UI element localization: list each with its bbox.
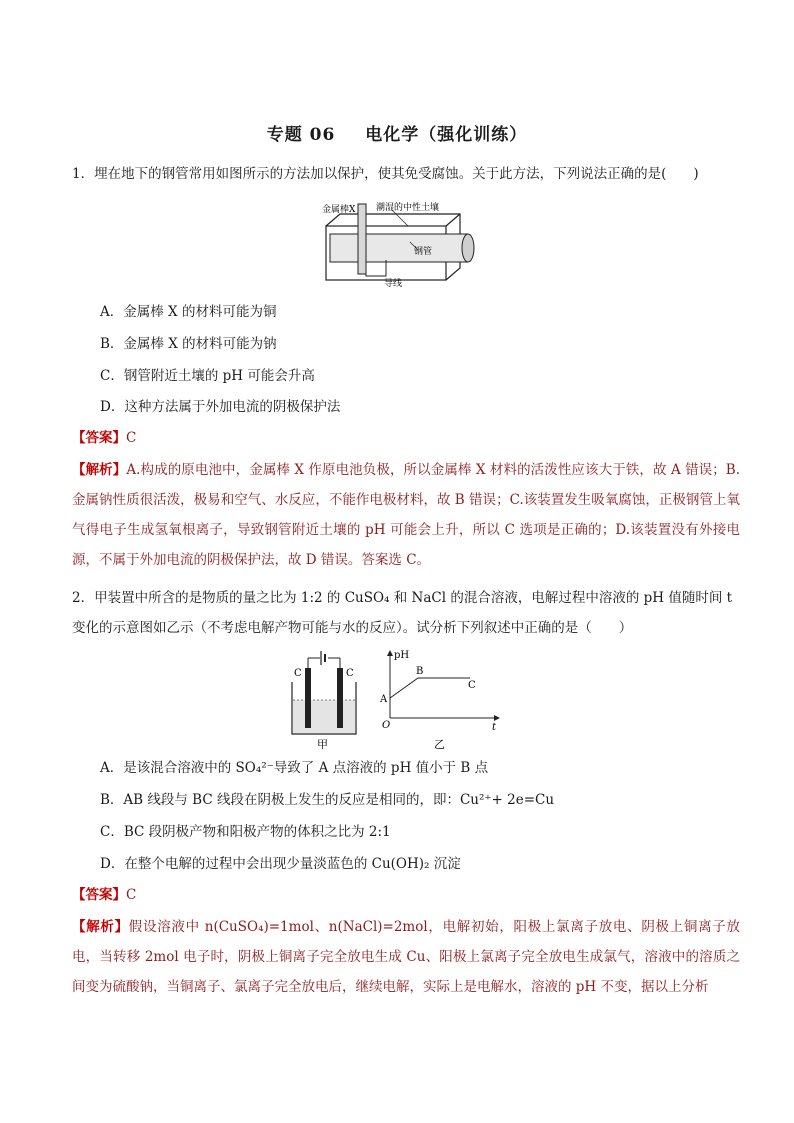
q2-stem-line2: 变化的示意图如乙示（不考虑电解产物可能与水的反应）。试分析下列叙述中正确的是（ ） xyxy=(72,620,633,636)
q1-analysis-tag: 【解析】 xyxy=(72,462,127,478)
q1-answer-tag: 【答案】 xyxy=(72,430,126,446)
q1-option-a: A．金属棒 X 的材料可能为铜 xyxy=(100,304,277,320)
title-topic: 专题 06 xyxy=(266,125,336,145)
q2-fig-label-c-right: C xyxy=(346,668,354,679)
q2-fig-label-jia: 甲 xyxy=(317,738,328,750)
q2-answer xyxy=(72,885,136,905)
title-subject: 电化学（强化训练） xyxy=(365,125,528,145)
q1-fig-label-wire: 导线 xyxy=(384,279,403,288)
q2-stem-line1: 2．甲装置中所含的是物质的量之比为 1:2 的 CuSO₄ 和 NaCl 的混合溶液，电解过程中溶液的 pH 值随时间 t xyxy=(72,590,733,606)
q1-stem: 1．埋在地下的钢管常用如图所示的方法加以保护，使其免受腐蚀。关于此方法，下列说法正确的是( ) xyxy=(72,166,699,182)
q2-option-c: C．BC 段阴极产物和阳极产物的体积之比为 2:1 xyxy=(100,824,391,840)
q2-option-b: B．AB 线段与 BC 线段在阴极上发生的反应是相同的，即：Cu²⁺+ 2e=Cu xyxy=(100,792,555,808)
q2-option-d: D．在整个电解的过程中会出现少量淡蓝色的 Cu(OH)₂ 沉淀 xyxy=(100,856,461,872)
q1-option-d: D．这种方法属于外加电流的阴极保护法 xyxy=(100,399,341,415)
q2-fig-label-t: t xyxy=(492,722,497,733)
q2-answer-tag: 【答案】 xyxy=(72,887,126,903)
q2-fig-label-yi: 乙 xyxy=(434,738,445,750)
q2-option-a: A．是该混合溶液中的 SO₄²⁻导致了 A 点溶液的 pH 值小于 B 点 xyxy=(100,760,489,776)
q2-analysis xyxy=(72,912,740,1002)
q2-analysis-text: 假设溶液中 n(CuSO₄)=1mol、n(NaCl)=2mol，电解初始，阳极上氯离子放电、阴极上铜离子放电，当转移 2mol 电子时，阴极上铜离子完全放电生成 Cu、阳极上氯离子完全放电生成氯气，溶液中的溶质之间变为硫酸钠，当铜离子、氯离子完全放电后，继续电解，实际上是电解水，溶液的 pH 不变，据以上分析 xyxy=(72,919,740,995)
q2-figure-ph-graph xyxy=(370,646,502,750)
q2-fig-label-c: C xyxy=(468,680,476,691)
q2-fig-label-c-left: C xyxy=(294,668,302,679)
q1-option-b: B．金属棒 X 的材料可能为钠 xyxy=(100,336,277,352)
q2-answer-value: C xyxy=(126,887,137,903)
q2-fig-label-a: A xyxy=(380,694,388,705)
q1-analysis xyxy=(72,455,740,575)
q1-figure-pipe xyxy=(320,196,480,288)
q1-fig-label-pipe: 钢管 xyxy=(414,247,433,257)
q1-analysis-text: A.构成的原电池中，金属棒 X 作原电池负极，所以金属棒 X 材料的活泼性应该大于铁，故 A 错误；B.金属钠性质很活泼，极易和空气、水反应，不能作电极材料，故 B 错误；C.该装置发生吸氧腐蚀，正极钢管上氧气得电子生成氢氧根离子，导致钢管附近土壤的 pH 可能会上升，所以 C 选项是正确的；D.该装置没有外接电源，不属于外加电流的阴极保护法，故 D 错误。答案选 C。 xyxy=(72,462,740,568)
q2-fig-label-b: B xyxy=(416,666,424,677)
q2-analysis-tag: 【解析】 xyxy=(72,919,129,935)
page-title xyxy=(0,120,794,145)
q2-figure-cell xyxy=(284,646,364,750)
q1-option-c: C．钢管附近土壤的 pH 可能会升高 xyxy=(100,368,315,384)
q1-fig-label-rod: 金属棒X xyxy=(322,205,356,215)
q2-fig-label-o: O xyxy=(382,720,391,731)
q1-fig-label-soil: 潮湿的中性土壤 xyxy=(376,203,440,213)
q1-answer-value: C xyxy=(126,430,137,446)
q1-answer xyxy=(72,428,136,448)
q2-fig-label-ph: pH xyxy=(394,650,410,661)
